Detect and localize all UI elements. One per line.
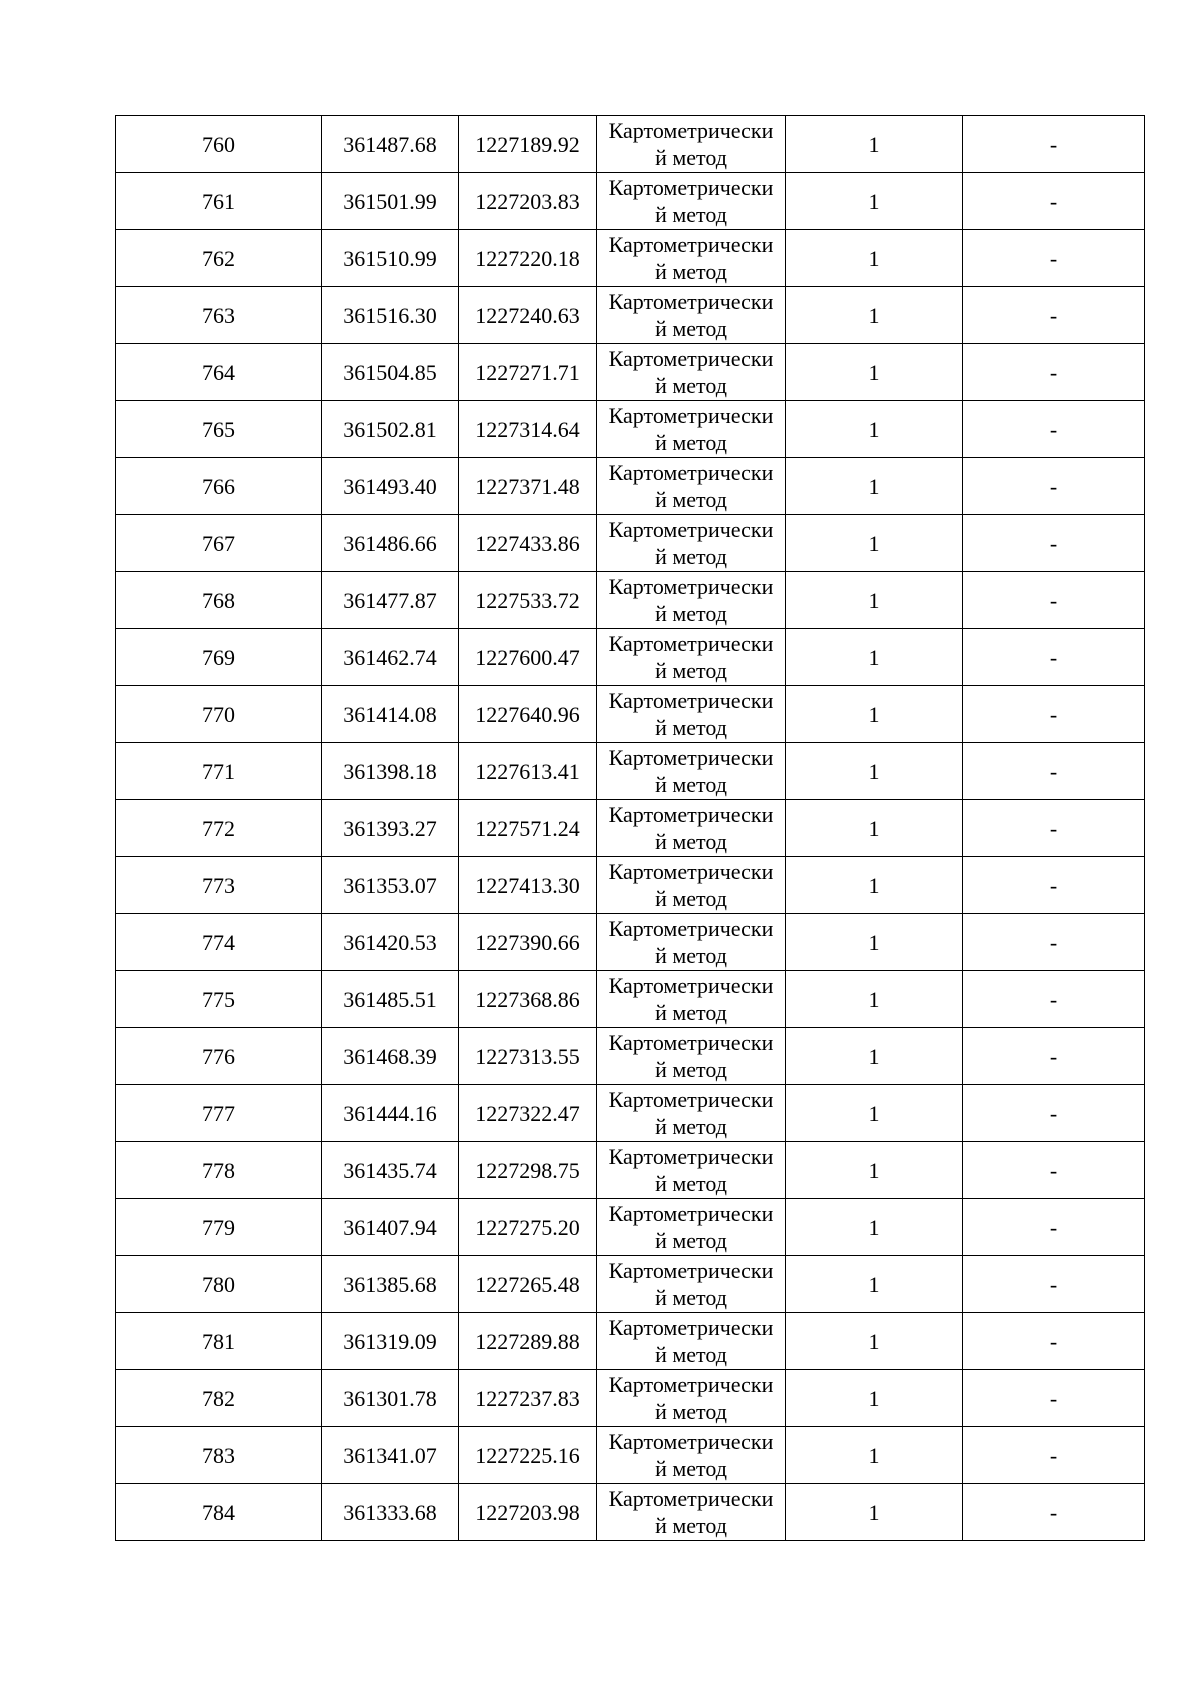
method-text-line1: Картометрически: [608, 574, 774, 599]
note-cell: -: [963, 1085, 1145, 1142]
method-text-line1: Картометрически: [608, 859, 774, 884]
table-row: [116, 629, 1145, 686]
method-text-line2: й метод: [655, 1513, 727, 1538]
x-coordinate-cell: 361353.07: [322, 857, 459, 914]
method-text-line1: Картометрически: [608, 973, 774, 998]
y-coordinate-cell: 1227189.92: [459, 116, 597, 173]
method-text-line2: й метод: [655, 1285, 727, 1310]
table-row: [116, 857, 1145, 914]
x-coordinate-cell: 361477.87: [322, 572, 459, 629]
note-cell: -: [963, 686, 1145, 743]
method-text-line1: Картометрически: [608, 1258, 774, 1283]
table-row: [116, 1142, 1145, 1199]
method-text-line2: й метод: [655, 715, 727, 740]
y-coordinate-cell: 1227203.83: [459, 173, 597, 230]
point-number-cell: 767: [116, 515, 322, 572]
y-coordinate-cell: 1227368.86: [459, 971, 597, 1028]
method-cell: [597, 971, 786, 1028]
accuracy-cell: 1: [786, 743, 963, 800]
method-text-line1: Картометрически: [608, 517, 774, 542]
x-coordinate-cell: 361407.94: [322, 1199, 459, 1256]
point-number-cell: 770: [116, 686, 322, 743]
point-number-cell: 763: [116, 287, 322, 344]
point-number-cell: 771: [116, 743, 322, 800]
table-row: [116, 230, 1145, 287]
note-cell: -: [963, 1028, 1145, 1085]
accuracy-cell: 1: [786, 287, 963, 344]
accuracy-cell: 1: [786, 1427, 963, 1484]
method-text-line2: й метод: [655, 1228, 727, 1253]
table-row: [116, 173, 1145, 230]
point-number-cell: 760: [116, 116, 322, 173]
accuracy-cell: 1: [786, 686, 963, 743]
method-cell: [597, 629, 786, 686]
method-text-line2: й метод: [655, 601, 727, 626]
table-row: [116, 572, 1145, 629]
point-number-cell: 761: [116, 173, 322, 230]
table-row: [116, 1028, 1145, 1085]
point-number-cell: 768: [116, 572, 322, 629]
y-coordinate-cell: 1227600.47: [459, 629, 597, 686]
table-row: [116, 1256, 1145, 1313]
accuracy-cell: 1: [786, 800, 963, 857]
y-coordinate-cell: 1227433.86: [459, 515, 597, 572]
x-coordinate-cell: 361444.16: [322, 1085, 459, 1142]
x-coordinate-cell: 361486.66: [322, 515, 459, 572]
point-number-cell: 772: [116, 800, 322, 857]
x-coordinate-cell: 361435.74: [322, 1142, 459, 1199]
point-number-cell: 764: [116, 344, 322, 401]
method-text-line2: й метод: [655, 1399, 727, 1424]
method-cell: [597, 401, 786, 458]
point-number-cell: 774: [116, 914, 322, 971]
method-text-line1: Картометрически: [608, 1372, 774, 1397]
method-text-line2: й метод: [655, 316, 727, 341]
method-text-line2: й метод: [655, 259, 727, 284]
point-number-cell: 775: [116, 971, 322, 1028]
x-coordinate-cell: 361516.30: [322, 287, 459, 344]
method-cell: [597, 515, 786, 572]
y-coordinate-cell: 1227298.75: [459, 1142, 597, 1199]
method-cell: [597, 458, 786, 515]
method-text-line2: й метод: [655, 1342, 727, 1367]
y-coordinate-cell: 1227240.63: [459, 287, 597, 344]
accuracy-cell: 1: [786, 971, 963, 1028]
y-coordinate-cell: 1227533.72: [459, 572, 597, 629]
table-row: [116, 1484, 1145, 1541]
x-coordinate-cell: 361341.07: [322, 1427, 459, 1484]
note-cell: -: [963, 116, 1145, 173]
method-text-line2: й метод: [655, 1456, 727, 1481]
table-row: [116, 401, 1145, 458]
method-cell: [597, 1484, 786, 1541]
note-cell: -: [963, 1142, 1145, 1199]
method-text-line2: й метод: [655, 430, 727, 455]
y-coordinate-cell: 1227237.83: [459, 1370, 597, 1427]
note-cell: -: [963, 743, 1145, 800]
method-text-line1: Картометрически: [608, 1030, 774, 1055]
y-coordinate-cell: 1227322.47: [459, 1085, 597, 1142]
method-text-line1: Картометрически: [608, 1087, 774, 1112]
table-row: [116, 1427, 1145, 1484]
method-text-line1: Картометрически: [608, 802, 774, 827]
method-cell: [597, 1199, 786, 1256]
point-number-cell: 762: [116, 230, 322, 287]
point-number-cell: 783: [116, 1427, 322, 1484]
method-cell: [597, 173, 786, 230]
note-cell: -: [963, 515, 1145, 572]
table-body: [116, 116, 1145, 1541]
x-coordinate-cell: 361510.99: [322, 230, 459, 287]
point-number-cell: 779: [116, 1199, 322, 1256]
method-cell: [597, 116, 786, 173]
table-row: [116, 914, 1145, 971]
method-cell: [597, 1370, 786, 1427]
method-text-line2: й метод: [655, 1171, 727, 1196]
method-cell: [597, 287, 786, 344]
method-cell: [597, 572, 786, 629]
note-cell: -: [963, 800, 1145, 857]
method-text-line1: Картометрически: [608, 916, 774, 941]
x-coordinate-cell: 361420.53: [322, 914, 459, 971]
accuracy-cell: 1: [786, 629, 963, 686]
note-cell: -: [963, 458, 1145, 515]
x-coordinate-cell: 361301.78: [322, 1370, 459, 1427]
method-text-line1: Картометрически: [608, 1429, 774, 1454]
method-text-line1: Картометрически: [608, 1144, 774, 1169]
point-number-cell: 781: [116, 1313, 322, 1370]
method-text-line2: й метод: [655, 658, 727, 683]
note-cell: -: [963, 1199, 1145, 1256]
point-number-cell: 776: [116, 1028, 322, 1085]
y-coordinate-cell: 1227640.96: [459, 686, 597, 743]
accuracy-cell: 1: [786, 401, 963, 458]
method-text-line2: й метод: [655, 772, 727, 797]
x-coordinate-cell: 361333.68: [322, 1484, 459, 1541]
note-cell: -: [963, 914, 1145, 971]
accuracy-cell: 1: [786, 572, 963, 629]
x-coordinate-cell: 361414.08: [322, 686, 459, 743]
method-text-line2: й метод: [655, 886, 727, 911]
x-coordinate-cell: 361462.74: [322, 629, 459, 686]
method-text-line1: Картометрически: [608, 1201, 774, 1226]
y-coordinate-cell: 1227220.18: [459, 230, 597, 287]
note-cell: -: [963, 1484, 1145, 1541]
accuracy-cell: 1: [786, 1142, 963, 1199]
method-text-line1: Картометрически: [608, 175, 774, 200]
point-number-cell: 780: [116, 1256, 322, 1313]
y-coordinate-cell: 1227275.20: [459, 1199, 597, 1256]
accuracy-cell: 1: [786, 173, 963, 230]
x-coordinate-cell: 361501.99: [322, 173, 459, 230]
table-row: [116, 1085, 1145, 1142]
table-row: [116, 116, 1145, 173]
method-text-line2: й метод: [655, 1114, 727, 1139]
method-text-line1: Картометрически: [608, 1486, 774, 1511]
note-cell: -: [963, 1427, 1145, 1484]
point-number-cell: 777: [116, 1085, 322, 1142]
x-coordinate-cell: 361487.68: [322, 116, 459, 173]
point-number-cell: 782: [116, 1370, 322, 1427]
method-text-line1: Картометрически: [608, 346, 774, 371]
accuracy-cell: 1: [786, 1370, 963, 1427]
y-coordinate-cell: 1227371.48: [459, 458, 597, 515]
method-cell: [597, 1256, 786, 1313]
method-text-line1: Картометрически: [608, 460, 774, 485]
method-text-line2: й метод: [655, 1000, 727, 1025]
table-row: [116, 458, 1145, 515]
x-coordinate-cell: 361485.51: [322, 971, 459, 1028]
table-row: [116, 1313, 1145, 1370]
accuracy-cell: 1: [786, 458, 963, 515]
table-row: [116, 1370, 1145, 1427]
method-cell: [597, 1427, 786, 1484]
method-cell: [597, 230, 786, 287]
table-row: [116, 686, 1145, 743]
note-cell: -: [963, 1313, 1145, 1370]
point-number-cell: 773: [116, 857, 322, 914]
accuracy-cell: 1: [786, 1256, 963, 1313]
x-coordinate-cell: 361493.40: [322, 458, 459, 515]
method-cell: [597, 914, 786, 971]
note-cell: -: [963, 401, 1145, 458]
note-cell: -: [963, 173, 1145, 230]
y-coordinate-cell: 1227613.41: [459, 743, 597, 800]
accuracy-cell: 1: [786, 1199, 963, 1256]
y-coordinate-cell: 1227571.24: [459, 800, 597, 857]
accuracy-cell: 1: [786, 1085, 963, 1142]
method-text-line1: Картометрически: [608, 631, 774, 656]
accuracy-cell: 1: [786, 344, 963, 401]
note-cell: -: [963, 287, 1145, 344]
note-cell: -: [963, 857, 1145, 914]
y-coordinate-cell: 1227271.71: [459, 344, 597, 401]
table-row: [116, 743, 1145, 800]
method-text-line1: Картометрически: [608, 745, 774, 770]
table-row: [116, 344, 1145, 401]
y-coordinate-cell: 1227225.16: [459, 1427, 597, 1484]
table-row: [116, 515, 1145, 572]
x-coordinate-cell: 361502.81: [322, 401, 459, 458]
y-coordinate-cell: 1227413.30: [459, 857, 597, 914]
accuracy-cell: 1: [786, 914, 963, 971]
point-number-cell: 784: [116, 1484, 322, 1541]
method-cell: [597, 686, 786, 743]
table-row: [116, 287, 1145, 344]
method-text-line1: Картометрически: [608, 1315, 774, 1340]
method-cell: [597, 800, 786, 857]
point-number-cell: 766: [116, 458, 322, 515]
y-coordinate-cell: 1227203.98: [459, 1484, 597, 1541]
method-cell: [597, 1142, 786, 1199]
method-cell: [597, 1085, 786, 1142]
accuracy-cell: 1: [786, 515, 963, 572]
method-cell: [597, 743, 786, 800]
note-cell: -: [963, 1256, 1145, 1313]
method-text-line2: й метод: [655, 1057, 727, 1082]
y-coordinate-cell: 1227314.64: [459, 401, 597, 458]
y-coordinate-cell: 1227390.66: [459, 914, 597, 971]
accuracy-cell: 1: [786, 116, 963, 173]
method-text-line1: Картометрически: [608, 118, 774, 143]
note-cell: -: [963, 344, 1145, 401]
method-text-line2: й метод: [655, 202, 727, 227]
y-coordinate-cell: 1227289.88: [459, 1313, 597, 1370]
method-text-line1: Картометрически: [608, 688, 774, 713]
y-coordinate-cell: 1227313.55: [459, 1028, 597, 1085]
method-text-line2: й метод: [655, 829, 727, 854]
method-cell: [597, 1028, 786, 1085]
method-cell: [597, 344, 786, 401]
note-cell: -: [963, 230, 1145, 287]
note-cell: -: [963, 971, 1145, 1028]
table-row: [116, 1199, 1145, 1256]
accuracy-cell: 1: [786, 1313, 963, 1370]
point-number-cell: 778: [116, 1142, 322, 1199]
method-cell: [597, 1313, 786, 1370]
table-row: [116, 800, 1145, 857]
method-text-line1: Картометрически: [608, 403, 774, 428]
method-cell: [597, 857, 786, 914]
accuracy-cell: 1: [786, 857, 963, 914]
point-number-cell: 765: [116, 401, 322, 458]
note-cell: -: [963, 629, 1145, 686]
accuracy-cell: 1: [786, 1028, 963, 1085]
table-row: [116, 971, 1145, 1028]
x-coordinate-cell: 361468.39: [322, 1028, 459, 1085]
note-cell: -: [963, 1370, 1145, 1427]
note-cell: -: [963, 572, 1145, 629]
method-text-line1: Картометрически: [608, 289, 774, 314]
x-coordinate-cell: 361504.85: [322, 344, 459, 401]
accuracy-cell: 1: [786, 230, 963, 287]
x-coordinate-cell: 361385.68: [322, 1256, 459, 1313]
method-text-line2: й метод: [655, 373, 727, 398]
method-text-line2: й метод: [655, 544, 727, 569]
method-text-line2: й метод: [655, 145, 727, 170]
point-number-cell: 769: [116, 629, 322, 686]
method-text-line2: й метод: [655, 943, 727, 968]
method-text-line1: Картометрически: [608, 232, 774, 257]
y-coordinate-cell: 1227265.48: [459, 1256, 597, 1313]
accuracy-cell: 1: [786, 1484, 963, 1541]
coordinates-table: [115, 115, 1145, 1541]
x-coordinate-cell: 361398.18: [322, 743, 459, 800]
x-coordinate-cell: 361393.27: [322, 800, 459, 857]
x-coordinate-cell: 361319.09: [322, 1313, 459, 1370]
method-text-line2: й метод: [655, 487, 727, 512]
